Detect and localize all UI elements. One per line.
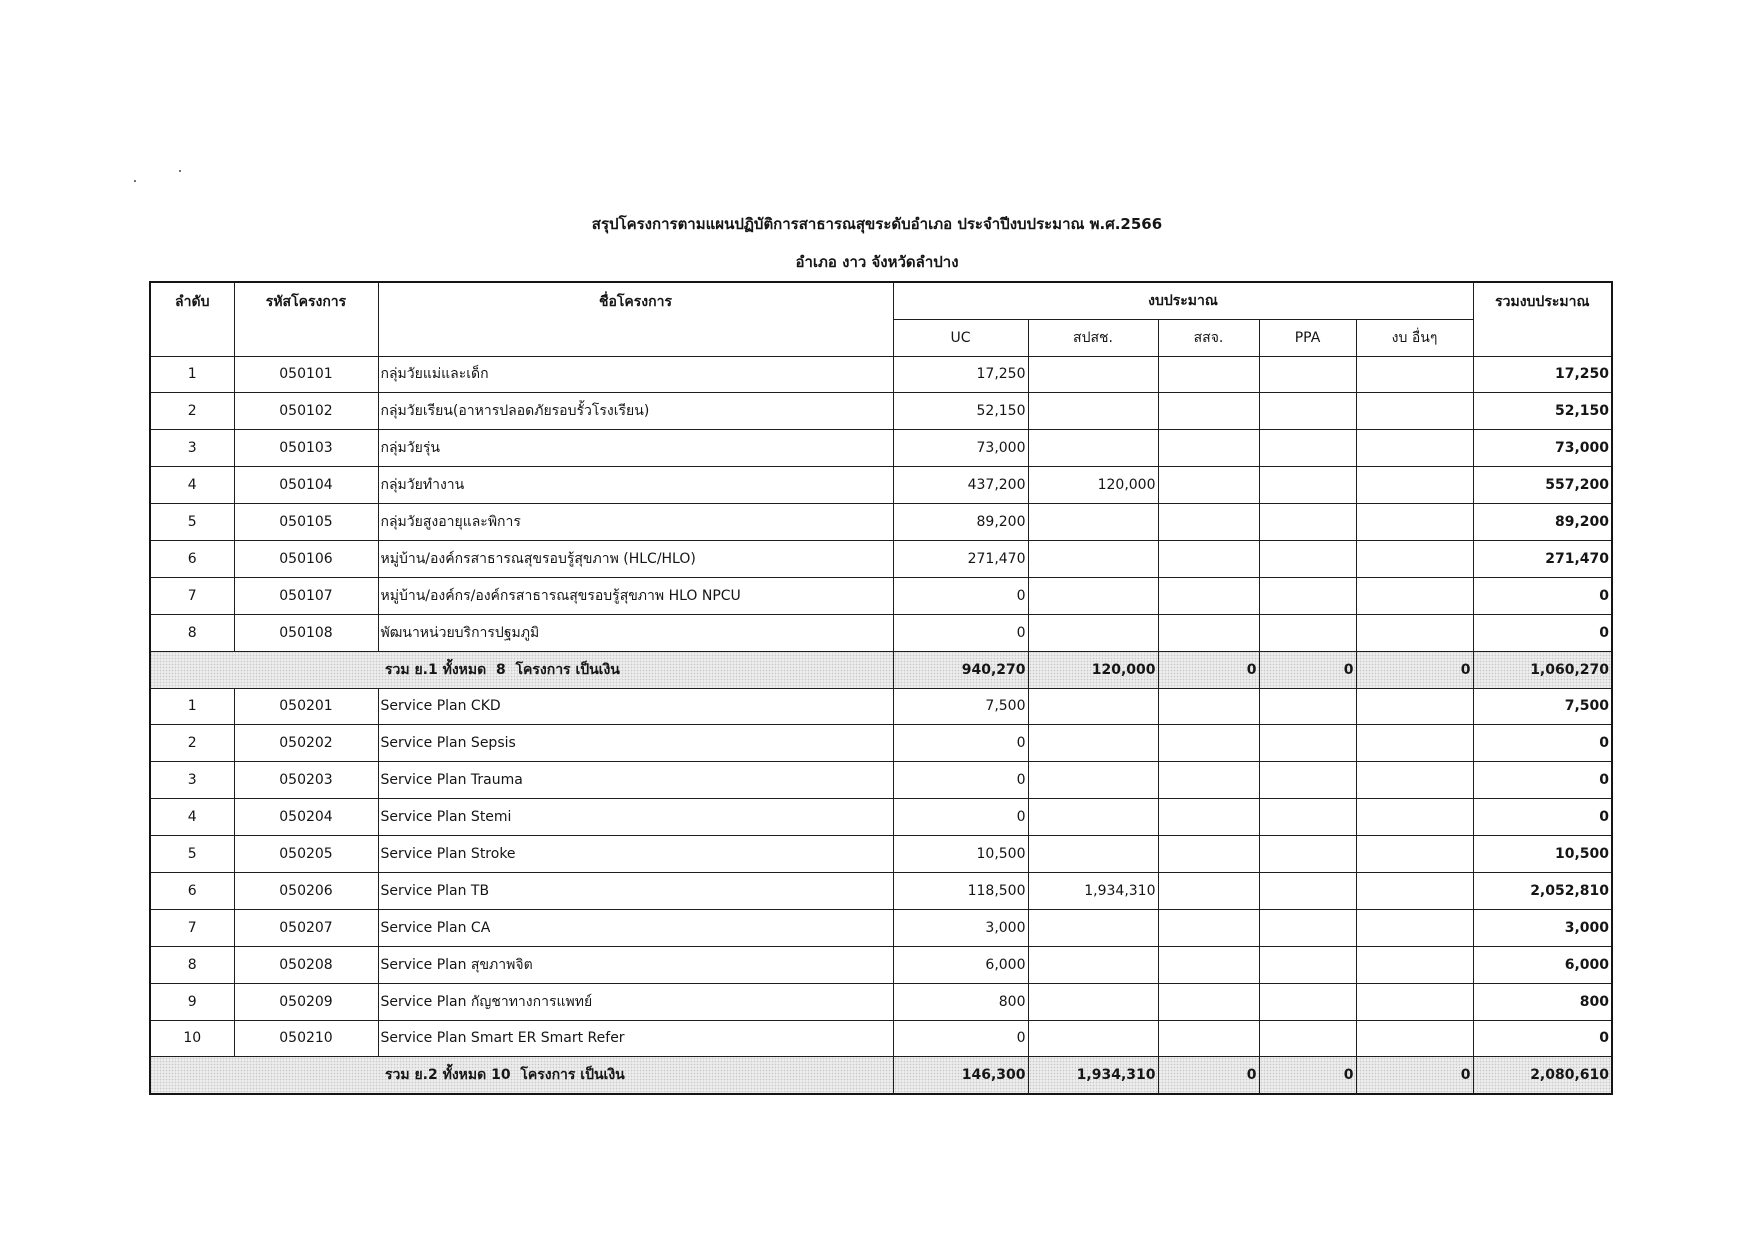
budget-other-cell: [1356, 1020, 1473, 1057]
project-name-cell: กลุ่มวัยรุ่น: [378, 430, 893, 467]
budget-ppho-cell: [1158, 872, 1259, 909]
budget-ppa-cell: [1259, 983, 1356, 1020]
row-number-cell: 9: [150, 983, 234, 1020]
table-row: [150, 356, 1612, 393]
project-code-cell: 050203: [234, 762, 378, 799]
budget-ppho-cell: [1158, 430, 1259, 467]
budget-ppa-cell: [1259, 1020, 1356, 1057]
total-budget-cell: 800: [1473, 983, 1612, 1020]
budget-ppho-cell: [1158, 762, 1259, 799]
table-row: [150, 614, 1612, 651]
budget-nhso-cell: [1028, 430, 1158, 467]
budget-ppa-cell: [1259, 614, 1356, 651]
budget-ppho-cell: [1158, 725, 1259, 762]
budget-ppho-cell: [1158, 504, 1259, 541]
budget-ppa-cell: [1259, 577, 1356, 614]
budget-uc-cell: 73,000: [893, 430, 1028, 467]
budget-ppho-cell: [1158, 356, 1259, 393]
header-source-ppho: สสจ.: [1158, 319, 1259, 356]
budget-uc-cell: 6,000: [893, 946, 1028, 983]
summary-budget-uc-cell: 146,300: [893, 1057, 1028, 1094]
table-row: [150, 1020, 1612, 1057]
total-budget-cell: 0: [1473, 1020, 1612, 1057]
budget-ppho-cell: [1158, 909, 1259, 946]
row-number-cell: 4: [150, 799, 234, 836]
section-summary-row: [150, 651, 1612, 688]
budget-nhso-cell: [1028, 909, 1158, 946]
budget-other-cell: [1356, 688, 1473, 725]
row-number-cell: 8: [150, 946, 234, 983]
project-code-cell: 050201: [234, 688, 378, 725]
budget-other-cell: [1356, 983, 1473, 1020]
budget-ppho-cell: [1158, 393, 1259, 430]
budget-uc-cell: 7,500: [893, 688, 1028, 725]
project-name-cell: กลุ่มวัยแม่และเด็ก: [378, 356, 893, 393]
summary-budget-ppa-cell: 0: [1259, 1057, 1356, 1094]
header-source-other: งบ อื่นๆ: [1356, 319, 1473, 356]
header-row: [150, 282, 1612, 319]
row-number-cell: 2: [150, 393, 234, 430]
project-name-cell: Service Plan Trauma: [378, 762, 893, 799]
table-row: [150, 909, 1612, 946]
table-body: [150, 356, 1612, 1094]
budget-nhso-cell: [1028, 504, 1158, 541]
budget-ppa-cell: [1259, 725, 1356, 762]
table-row: [150, 725, 1612, 762]
budget-uc-cell: 118,500: [893, 872, 1028, 909]
budget-other-cell: [1356, 762, 1473, 799]
project-code-cell: 050102: [234, 393, 378, 430]
row-number-cell: 5: [150, 504, 234, 541]
budget-other-cell: [1356, 836, 1473, 873]
project-code-cell: 050202: [234, 725, 378, 762]
table-row: [150, 688, 1612, 725]
row-number-cell: 6: [150, 540, 234, 577]
budget-ppho-cell: [1158, 614, 1259, 651]
budget-ppho-cell: [1158, 799, 1259, 836]
project-code-cell: 050106: [234, 540, 378, 577]
budget-uc-cell: 437,200: [893, 467, 1028, 504]
budget-nhso-cell: [1028, 614, 1158, 651]
budget-ppa-cell: [1259, 430, 1356, 467]
summary-budget-nhso-cell: 120,000: [1028, 651, 1158, 688]
total-budget-cell: 7,500: [1473, 688, 1612, 725]
header-total-budget: รวมงบประมาณ: [1473, 282, 1612, 356]
summary-budget-ppa-cell: 0: [1259, 651, 1356, 688]
budget-uc-cell: 0: [893, 614, 1028, 651]
project-name-cell: พัฒนาหน่วยบริการปฐมภูมิ: [378, 614, 893, 651]
project-code-cell: 050205: [234, 836, 378, 873]
project-name-cell: Service Plan CA: [378, 909, 893, 946]
row-number-cell: 6: [150, 872, 234, 909]
budget-uc-cell: 0: [893, 1020, 1028, 1057]
budget-nhso-cell: 120,000: [1028, 467, 1158, 504]
budget-ppa-cell: [1259, 836, 1356, 873]
row-number-cell: 8: [150, 614, 234, 651]
budget-uc-cell: 0: [893, 725, 1028, 762]
summary-budget-ppho-cell: 0: [1158, 651, 1259, 688]
budget-nhso-cell: [1028, 356, 1158, 393]
budget-ppa-cell: [1259, 467, 1356, 504]
budget-ppa-cell: [1259, 356, 1356, 393]
table-row: [150, 467, 1612, 504]
budget-ppho-cell: [1158, 577, 1259, 614]
budget-nhso-cell: [1028, 836, 1158, 873]
project-name-cell: หมู่บ้าน/องค์กรสาธารณสุขรอบรู้สุขภาพ (HLC/HLO): [378, 540, 893, 577]
scan-speck: [134, 180, 136, 182]
header-source-uc: UC: [893, 319, 1028, 356]
budget-ppho-cell: [1158, 983, 1259, 1020]
project-code-cell: 050108: [234, 614, 378, 651]
project-name-cell: Service Plan สุขภาพจิต: [378, 946, 893, 983]
budget-other-cell: [1356, 909, 1473, 946]
row-number-cell: 10: [150, 1020, 234, 1057]
budget-uc-cell: 0: [893, 762, 1028, 799]
row-number-cell: 1: [150, 356, 234, 393]
summary-total-cell: 1,060,270: [1473, 651, 1612, 688]
total-budget-cell: 0: [1473, 725, 1612, 762]
budget-nhso-cell: [1028, 688, 1158, 725]
header-order: ลำดับ: [150, 282, 234, 356]
budget-ppa-cell: [1259, 504, 1356, 541]
total-budget-cell: 10,500: [1473, 836, 1612, 873]
budget-nhso-cell: [1028, 393, 1158, 430]
project-code-cell: 050208: [234, 946, 378, 983]
summary-budget-other-cell: 0: [1356, 651, 1473, 688]
budget-other-cell: [1356, 540, 1473, 577]
budget-other-cell: [1356, 946, 1473, 983]
project-name-cell: Service Plan Smart ER Smart Refer: [378, 1020, 893, 1057]
table-row: [150, 393, 1612, 430]
budget-uc-cell: 271,470: [893, 540, 1028, 577]
budget-other-cell: [1356, 872, 1473, 909]
scan-speck: [179, 170, 181, 172]
project-code-cell: 050101: [234, 356, 378, 393]
header-source-nhso: สปสช.: [1028, 319, 1158, 356]
budget-ppa-cell: [1259, 393, 1356, 430]
summary-label-cell: รวม ย.2 ทั้งหมด 10 โครงการ เป็นเงิน: [150, 1057, 893, 1094]
row-number-cell: 7: [150, 577, 234, 614]
summary-label-cell: รวม ย.1 ทั้งหมด 8 โครงการ เป็นเงิน: [150, 651, 893, 688]
total-budget-cell: 557,200: [1473, 467, 1612, 504]
project-code-cell: 050103: [234, 430, 378, 467]
project-code-cell: 050104: [234, 467, 378, 504]
table-row: [150, 799, 1612, 836]
row-number-cell: 3: [150, 762, 234, 799]
table-row: [150, 872, 1612, 909]
total-budget-cell: 17,250: [1473, 356, 1612, 393]
budget-uc-cell: 3,000: [893, 909, 1028, 946]
project-name-cell: Service Plan Stroke: [378, 836, 893, 873]
budget-uc-cell: 17,250: [893, 356, 1028, 393]
table-row: [150, 577, 1612, 614]
budget-ppa-cell: [1259, 872, 1356, 909]
table-row: [150, 430, 1612, 467]
total-budget-cell: 3,000: [1473, 909, 1612, 946]
project-name-cell: Service Plan CKD: [378, 688, 893, 725]
total-budget-cell: 0: [1473, 614, 1612, 651]
budget-uc-cell: 800: [893, 983, 1028, 1020]
budget-nhso-cell: [1028, 983, 1158, 1020]
header-project-code: รหัสโครงการ: [234, 282, 378, 356]
summary-budget-uc-cell: 940,270: [893, 651, 1028, 688]
summary-budget-ppho-cell: 0: [1158, 1057, 1259, 1094]
project-name-cell: กลุ่มวัยเรียน(อาหารปลอดภัยรอบรั้วโรงเรียน): [378, 393, 893, 430]
project-code-cell: 050105: [234, 504, 378, 541]
row-number-cell: 7: [150, 909, 234, 946]
total-budget-cell: 52,150: [1473, 393, 1612, 430]
document-subtitle: อำเภอ งาว จังหวัดลำปาง: [795, 253, 959, 271]
table-row: [150, 836, 1612, 873]
document-title: สรุปโครงการตามแผนปฏิบัติการสาธารณสุขระดับอำเภอ ประจำปีงบประมาณ พ.ศ.2566: [591, 215, 1163, 233]
header-budget: งบประมาณ: [893, 282, 1473, 319]
budget-other-cell: [1356, 799, 1473, 836]
budget-other-cell: [1356, 430, 1473, 467]
budget-other-cell: [1356, 577, 1473, 614]
project-name-cell: กลุ่มวัยสูงอายุและพิการ: [378, 504, 893, 541]
budget-ppa-cell: [1259, 946, 1356, 983]
budget-nhso-cell: [1028, 577, 1158, 614]
budget-nhso-cell: [1028, 540, 1158, 577]
row-number-cell: 2: [150, 725, 234, 762]
budget-other-cell: [1356, 467, 1473, 504]
table-row: [150, 762, 1612, 799]
budget-nhso-cell: [1028, 799, 1158, 836]
project-name-cell: หมู่บ้าน/องค์กร/องค์กรสาธารณสุขรอบรู้สุขภาพ HLO NPCU: [378, 577, 893, 614]
section-summary-row: [150, 1057, 1612, 1094]
project-name-cell: Service Plan กัญชาทางการแพทย์: [378, 983, 893, 1020]
budget-ppa-cell: [1259, 762, 1356, 799]
budget-ppa-cell: [1259, 799, 1356, 836]
budget-uc-cell: 0: [893, 577, 1028, 614]
project-name-cell: Service Plan Stemi: [378, 799, 893, 836]
budget-nhso-cell: 1,934,310: [1028, 872, 1158, 909]
budget-ppho-cell: [1158, 467, 1259, 504]
table-row: [150, 504, 1612, 541]
project-name-cell: กลุ่มวัยทำงาน: [378, 467, 893, 504]
budget-other-cell: [1356, 725, 1473, 762]
budget-other-cell: [1356, 504, 1473, 541]
budget-nhso-cell: [1028, 946, 1158, 983]
summary-budget-other-cell: 0: [1356, 1057, 1473, 1094]
total-budget-cell: 0: [1473, 799, 1612, 836]
budget-ppho-cell: [1158, 836, 1259, 873]
header-source-ppa: PPA: [1259, 319, 1356, 356]
total-budget-cell: 89,200: [1473, 504, 1612, 541]
row-number-cell: 5: [150, 836, 234, 873]
budget-nhso-cell: [1028, 725, 1158, 762]
budget-other-cell: [1356, 393, 1473, 430]
budget-ppho-cell: [1158, 946, 1259, 983]
project-name-cell: Service Plan TB: [378, 872, 893, 909]
budget-uc-cell: 89,200: [893, 504, 1028, 541]
budget-ppa-cell: [1259, 909, 1356, 946]
budget-ppho-cell: [1158, 1020, 1259, 1057]
budget-ppa-cell: [1259, 688, 1356, 725]
total-budget-cell: 2,052,810: [1473, 872, 1612, 909]
budget-ppho-cell: [1158, 688, 1259, 725]
table-row: [150, 946, 1612, 983]
project-code-cell: 050206: [234, 872, 378, 909]
project-code-cell: 050209: [234, 983, 378, 1020]
total-budget-cell: 0: [1473, 577, 1612, 614]
budget-other-cell: [1356, 614, 1473, 651]
table-header: [150, 282, 1612, 356]
row-number-cell: 1: [150, 688, 234, 725]
budget-uc-cell: 10,500: [893, 836, 1028, 873]
row-number-cell: 4: [150, 467, 234, 504]
project-code-cell: 050210: [234, 1020, 378, 1057]
total-budget-cell: 0: [1473, 762, 1612, 799]
table-row: [150, 983, 1612, 1020]
total-budget-cell: 271,470: [1473, 540, 1612, 577]
total-budget-cell: 6,000: [1473, 946, 1612, 983]
project-code-cell: 050207: [234, 909, 378, 946]
header-project-name: ชื่อโครงการ: [378, 282, 893, 356]
budget-nhso-cell: [1028, 1020, 1158, 1057]
project-code-cell: 050204: [234, 799, 378, 836]
total-budget-cell: 73,000: [1473, 430, 1612, 467]
budget-other-cell: [1356, 356, 1473, 393]
budget-ppho-cell: [1158, 540, 1259, 577]
summary-total-cell: 2,080,610: [1473, 1057, 1612, 1094]
project-name-cell: Service Plan Sepsis: [378, 725, 893, 762]
table-row: [150, 540, 1612, 577]
summary-budget-nhso-cell: 1,934,310: [1028, 1057, 1158, 1094]
project-code-cell: 050107: [234, 577, 378, 614]
budget-ppa-cell: [1259, 540, 1356, 577]
project-summary-table: [149, 281, 1613, 1095]
budget-uc-cell: 52,150: [893, 393, 1028, 430]
budget-nhso-cell: [1028, 762, 1158, 799]
budget-uc-cell: 0: [893, 799, 1028, 836]
row-number-cell: 3: [150, 430, 234, 467]
